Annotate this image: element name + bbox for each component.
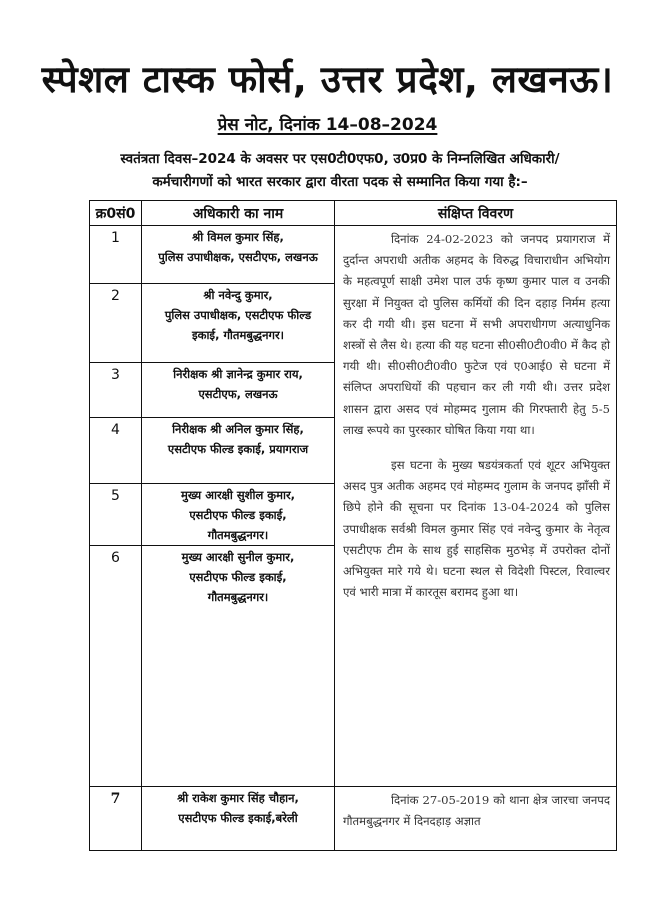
- table-row: [90, 226, 617, 284]
- officer-name-cell: [142, 226, 335, 284]
- press-note-date: प्रेस नोट, दिनांक 14–08–2024: [217, 115, 438, 135]
- officer-name-cell: [142, 546, 335, 787]
- serial-number: 3: [90, 363, 142, 418]
- officer-name: श्री राकेश कुमार सिंह चौहान,: [177, 791, 299, 805]
- officer-name: निरीक्षक श्री ज्ञानेन्द्र कुमार राय,: [173, 367, 303, 381]
- officer-designation: एसटीएफ फील्ड इकाई,बरेली: [178, 811, 298, 825]
- officer-name-cell: [142, 484, 335, 546]
- column-header-serial: क्र0सं0: [90, 201, 142, 226]
- serial-number: 7: [90, 787, 142, 851]
- press-note-heading: [0, 112, 655, 135]
- awardees-table: [89, 200, 617, 851]
- officer-designation: एसटीएफ फील्ड इकाई,: [189, 570, 287, 584]
- officer-name: निरीक्षक श्री अनिल कुमार सिंह,: [172, 422, 304, 436]
- officer-unit: गौतमबुद्धनगर।: [207, 528, 269, 542]
- officer-name: मुख्य आरक्षी सुनील कुमार,: [181, 550, 295, 564]
- serial-number: 2: [90, 284, 142, 363]
- officer-designation: पुलिस उपाधीक्षक, एसटीएफ फील्ड: [164, 308, 312, 322]
- description-cell: [335, 787, 617, 851]
- description-paragraph: दिनांक 24-02-2023 को जनपद प्रयागराज में दुर्दान्त अपराधी अतीक अहमद के विरुद्ध विचाराधीन अभियोग के महत्वपूर्ण साक्षी उमेश पाल उर्फ कृष्ण कुमार पाल व उनकी सुरक्षा में नियुक्त दो पुलिस कर्मियों की दिन दहाड़ निर्मम हत्या कर दी गयी थी। इस घटना में सभी अपराधीगण अत्याधुनिक शस्त्रों से लैस थे। हत्या की यह घटना सी0सी0टी0वी0 में कैद हो गयी थी। सी0सी0टी0वी0 फुटेज एवं ए0आई0 से घटना में संलिप्त अपराधियों की पहचान कर ली गयी थी। उत्तर प्रदेश शासन द्वारा असद एवं मोहम्मद गुलाम की गिरफ्तारी हेतु 5-5 लाख रूपये का पुरस्कार घोषित किया गया था।: [343, 232, 610, 437]
- column-header-officer-name: अधिकारी का नाम: [142, 201, 335, 226]
- officer-name-cell: [142, 787, 335, 851]
- intro-line-1: स्वतंत्रता दिवस–2024 के अवसर पर एस0टी0एफ0, उ0प्र0 के निम्नलिखित अधिकारी/: [120, 151, 560, 167]
- officer-designation: एसटीएफ फील्ड इकाई,: [189, 508, 287, 522]
- officer-unit: इकाई, गौतमबुद्धनगर।: [191, 328, 285, 342]
- officer-name: मुख्य आरक्षी सुशील कुमार,: [180, 488, 296, 502]
- page-title: स्पेशल टास्क फोर्स, उत्तर प्रदेश, लखनऊ।: [41, 58, 614, 101]
- officer-name-cell: [142, 284, 335, 363]
- description-paragraph: दिनांक 27-05-2019 को थाना क्षेत्र जारचा जनपद गौतमबुद्धनगर में दिनदहाड़ अज्ञात: [343, 793, 610, 829]
- intro-line-2: कर्मचारीगणों को भारत सरकार द्वारा वीरता पदक से सम्मानित किया गया है:–: [152, 174, 528, 190]
- serial-number: 4: [90, 418, 142, 484]
- officer-name: श्री नवेन्दु कुमार,: [203, 288, 273, 302]
- officer-name-cell: [142, 363, 335, 418]
- serial-number: 6: [90, 546, 142, 787]
- description-cell: [335, 226, 617, 787]
- officer-unit: गौतमबुद्धनगर।: [207, 590, 269, 604]
- description-paragraph: इस घटना के मुख्य षडयंत्रकर्ता एवं शूटर अभियुक्त असद पुत्र अतीक अहमद एवं मोहम्मद गुलाम के जनपद झाँसी में छिपे होने की सूचना पर दिनांक 13-04-2024 को पुलिस उपाधीक्षक सर्वश्री विमल कुमार सिंह एवं नवेन्दु कुमार के नेतृत्व एसटीएफ टीम के साथ हुई साहसिक मुठभेड़ में उपरोक्त दोनों अभियुक्त मारे गये थे। घटना स्थल से विदेशी पिस्टल, रिवाल्वर एवं भारी मात्रा में कारतूस बरामद हुआ था।: [343, 458, 610, 600]
- officer-name-cell: [142, 418, 335, 484]
- serial-number: 5: [90, 484, 142, 546]
- officer-designation: एसटीएफ, लखनऊ: [198, 387, 278, 401]
- serial-number: 1: [90, 226, 142, 284]
- column-header-description: संक्षिप्त विवरण: [335, 201, 617, 226]
- officer-designation: पुलिस उपाधीक्षक, एसटीएफ, लखनऊ: [158, 250, 318, 264]
- table-row: [90, 787, 617, 851]
- table-header-row: [90, 201, 617, 226]
- officer-name: श्री विमल कुमार सिंह,: [192, 230, 284, 244]
- intro-text: [70, 148, 610, 194]
- officer-designation: एसटीएफ फील्ड इकाई, प्रयागराज: [167, 442, 309, 456]
